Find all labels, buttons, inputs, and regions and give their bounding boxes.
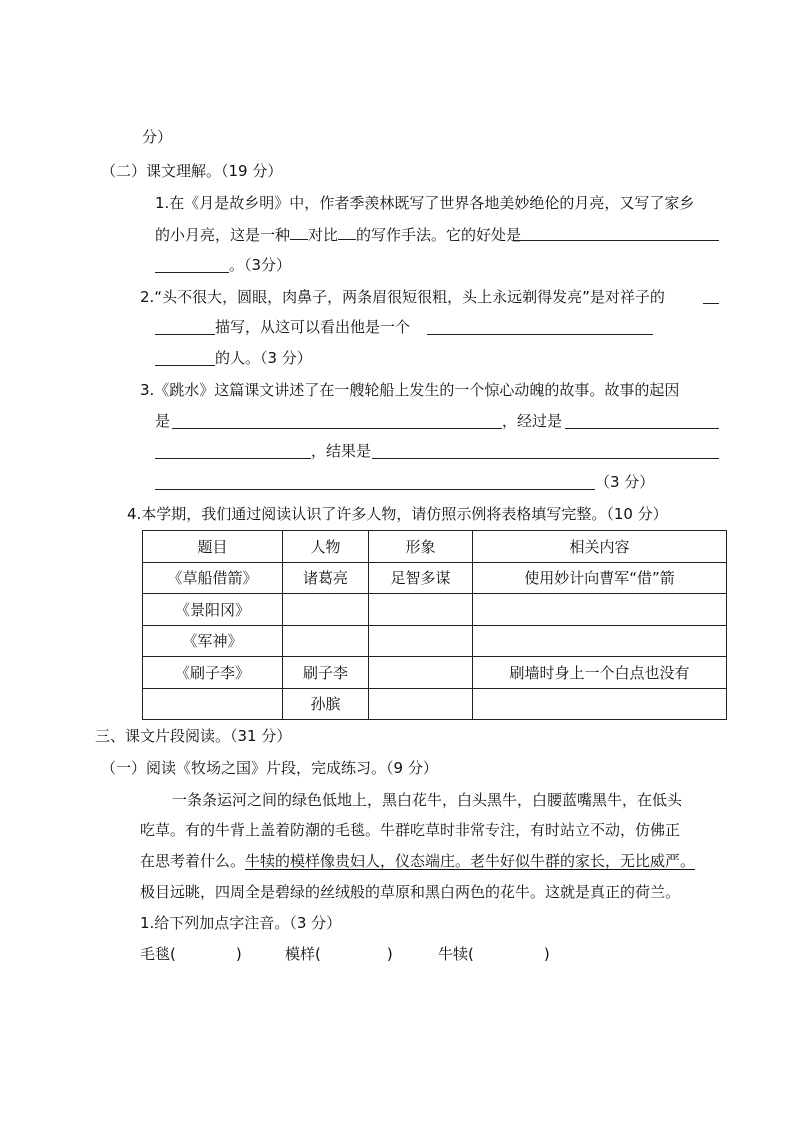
section-heading: 三、课文片段阅读。（31 分） <box>95 727 292 745</box>
table-cell: 足智多谋 <box>369 562 473 594</box>
pinyin-close: ) <box>543 945 550 963</box>
table-row <box>143 594 727 626</box>
table-header: 人物 <box>283 531 369 563</box>
passage-line: 极目远眺，四周全是碧绿的丝绒般的草原和黑白两色的花牛。这就是真正的荷兰。 <box>140 883 681 901</box>
passage-line <box>140 851 695 871</box>
passage-line: 一条条运河之间的绿色低地上，黑白花牛，白头黑牛，白腰蓝嘴黑牛，在低头 <box>172 791 683 809</box>
table-cell: 诸葛亮 <box>283 562 369 594</box>
table-cell: 孙膑 <box>283 688 369 720</box>
question-2-line-2: 描写，从这可以看出他是一个 <box>215 318 411 336</box>
table-row <box>143 688 727 720</box>
section-heading: （二）课文理解。（19 分） <box>101 162 283 180</box>
passage-line: 吃草。有的牛背上盖着防潮的毛毯。牛群吃草时非常专注，有时站立不动，仿佛正 <box>140 821 681 839</box>
character-table <box>142 530 727 720</box>
question-2-line-3: 的人。（3 分） <box>215 349 312 367</box>
table-cell-blank[interactable] <box>473 625 727 657</box>
table-cell-blank[interactable] <box>369 625 473 657</box>
table-cell-blank[interactable] <box>473 688 727 720</box>
question-1-line-1: 1.在《月是故乡明》中，作者季羡林既写了世界各地美妙绝伦的月亮，又写了家乡 <box>155 194 695 212</box>
question-3-result-label: ，结果是 <box>311 442 372 460</box>
table-cell: 使用妙计向曹军“借”箭 <box>473 562 727 594</box>
table-row <box>143 562 727 594</box>
continuation-text: 分） <box>142 128 173 146</box>
table-cell-blank[interactable] <box>369 657 473 689</box>
question-1-text: 的写作手法。它的好处是 <box>356 226 522 244</box>
underlined-sentence: 牛犊的模样像贵妇人，仪态端庄。老牛好似牛群的家长，无比威严。 <box>245 852 696 870</box>
pinyin-close: ) <box>386 945 393 963</box>
table-cell-blank[interactable] <box>283 625 369 657</box>
pinyin-item-3 <box>438 944 550 964</box>
answer-blank[interactable] <box>155 489 595 490</box>
table-cell-blank[interactable] <box>369 688 473 720</box>
question-3-line-1: 3.《跳水》这篇课文讲述了在一艘轮船上发生的一个惊心动魄的故事。故事的起因 <box>140 381 680 399</box>
pinyin-close: ) <box>235 945 242 963</box>
question-3-cause-label: 是 <box>155 412 171 430</box>
answer-blank[interactable] <box>172 428 502 429</box>
table-cell: 《草船借箭》 <box>143 562 283 594</box>
question-1-line-3: 。（3分） <box>229 256 292 274</box>
answer-blank[interactable] <box>372 458 719 459</box>
answer-blank[interactable] <box>427 334 653 335</box>
pinyin-label: 毛毯( <box>140 945 176 963</box>
answer-blank[interactable] <box>338 224 356 240</box>
answer-blank[interactable] <box>290 224 308 240</box>
table-cell-blank[interactable] <box>283 594 369 626</box>
table-row <box>143 657 727 689</box>
question-4-text: 4.本学期，我们通过阅读认识了许多人物，请仿照示例将表格填写完整。（10 分） <box>127 505 668 523</box>
passage-text: 在思考着什么。 <box>140 852 246 870</box>
table-cell: 《军神》 <box>143 625 283 657</box>
table-header: 题目 <box>143 531 283 563</box>
question-3-process-label: ，经过是 <box>502 412 563 430</box>
answer-blank[interactable] <box>155 458 311 459</box>
practice-1-text: 1.给下列加点字注音。（3 分） <box>140 914 342 932</box>
pinyin-label: 牛犊( <box>438 945 474 963</box>
pinyin-item-2 <box>285 944 393 964</box>
table-header: 相关内容 <box>473 531 727 563</box>
given-answer: 对比 <box>308 226 339 244</box>
table-cell: 刷墙时身上一个白点也没有 <box>473 657 727 689</box>
answer-blank[interactable] <box>155 272 229 273</box>
table-header-row <box>143 531 727 563</box>
question-1-line-2 <box>155 224 521 245</box>
answer-blank[interactable] <box>565 428 719 429</box>
table-header: 形象 <box>369 531 473 563</box>
question-1-text: 的小月亮，这是一种 <box>155 226 291 244</box>
table-cell-blank[interactable] <box>369 594 473 626</box>
question-3-score: （3 分） <box>595 473 655 491</box>
table-cell: 《刷子李》 <box>143 657 283 689</box>
pinyin-label: 模样( <box>285 945 321 963</box>
answer-blank[interactable] <box>513 240 719 241</box>
table-cell-blank[interactable] <box>473 594 727 626</box>
question-2-line-1: 2.“头不很大，圆眼，肉鼻子，两条眉很短很粗，头上永远剃得发亮”是对祥子的 <box>140 288 665 306</box>
table-cell-blank[interactable] <box>143 688 283 720</box>
table-cell: 《景阳冈》 <box>143 594 283 626</box>
subsection-heading: （一）阅读《牧场之国》片段，完成练习。（9 分） <box>101 759 438 777</box>
table-cell: 刷子李 <box>283 657 369 689</box>
answer-blank[interactable] <box>155 334 215 335</box>
pinyin-item-1 <box>140 944 242 964</box>
answer-blank[interactable] <box>703 303 719 304</box>
table-row <box>143 625 727 657</box>
answer-blank[interactable] <box>155 365 215 366</box>
